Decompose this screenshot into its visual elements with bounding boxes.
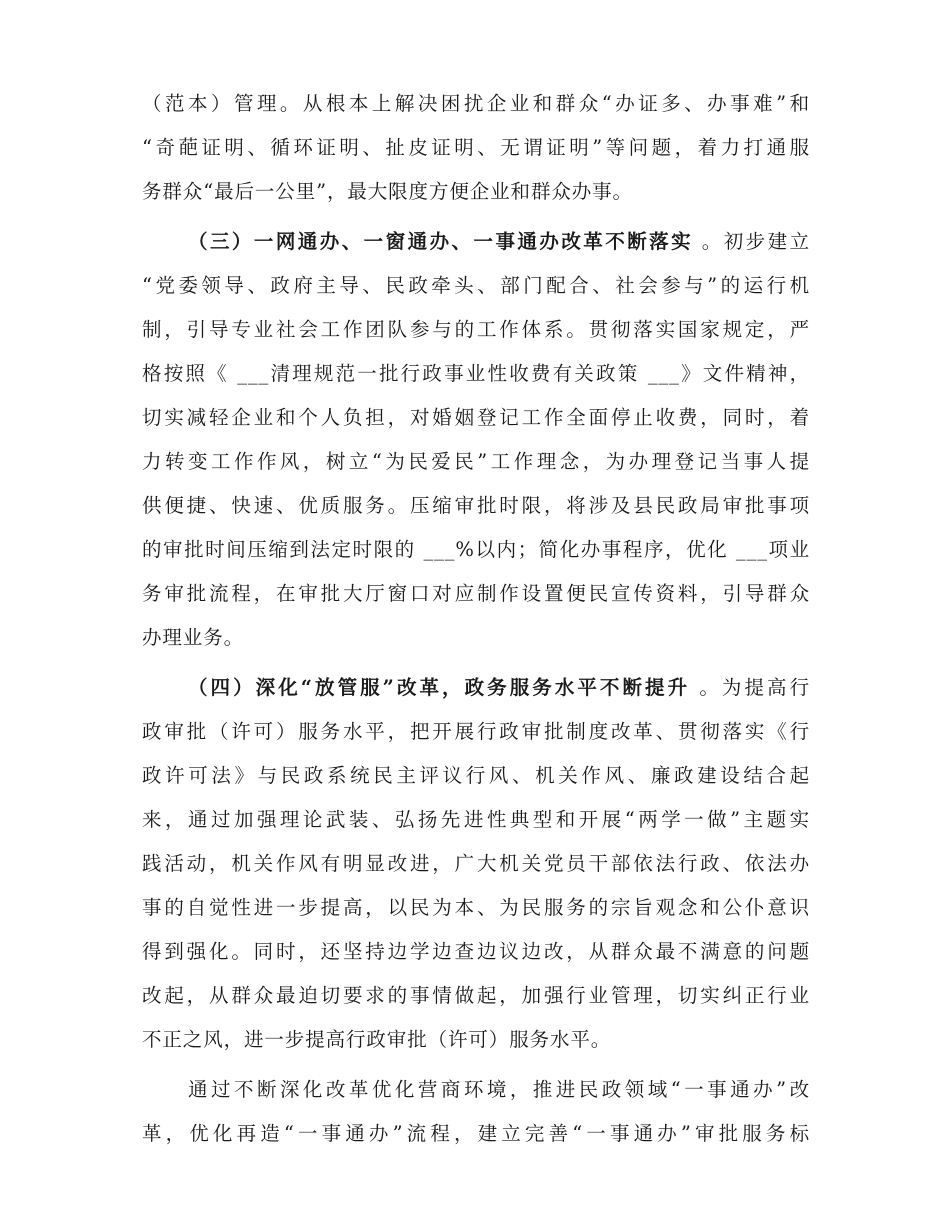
body-line: （范本）管理。从根本上解决困扰企业和群众“办证多、办事难”和 <box>142 92 810 115</box>
body-line: 格按照《 ___清理规范一批行政事业性收费有关政策 ___》文件精神， <box>142 362 810 385</box>
section-heading-4: （四）深化“放管服”改革，政务服务水平不断提升 <box>188 676 691 699</box>
body-line: “奇葩证明、循环证明、扯皮证明、无谓证明”等问题，着力打通服 <box>142 136 810 159</box>
body-line: 改起，从群众最迫切要求的事情做起，加强行业管理，切实纠正行业 <box>142 984 810 1007</box>
section-heading-3-rest: 。初步建立 <box>693 230 810 253</box>
body-line: 供便捷、快速、优质服务。压缩审批时限，将涉及县民政局审批事项 <box>142 494 810 517</box>
body-line: “党委领导、政府主导、民政牵头、部门配合、社会参与”的运行机 <box>142 274 810 297</box>
section-heading-3: （三）一网通办、一窗通办、一事通办改革不断落实 <box>188 230 694 253</box>
body-line: 切实减轻企业和个人负担，对婚姻登记工作全面停止收费，同时，着 <box>142 406 810 429</box>
body-line: 政许可法》与民政系统民主评议行风、机关作风、廉政建设结合起 <box>142 764 810 787</box>
document-page <box>142 82 810 1156</box>
body-line: 力转变工作作风，树立“为民爱民”工作理念，为办理登记当事人提 <box>142 450 810 473</box>
body-line: 践活动，机关作风有明显改进，广大机关党员干部依法行政、依法办 <box>142 852 810 875</box>
body-line: 办理业务。 <box>142 626 245 649</box>
body-line: 的审批时间压缩到法定时限的 ___%以内；简化办事程序，优化 ___项业 <box>142 538 810 561</box>
body-line: 务群众“最后一公里”，最大限度方便企业和群众办事。 <box>142 180 633 203</box>
body-line: 制，引导专业社会工作团队参与的工作体系。贯彻落实国家规定，严 <box>142 318 810 341</box>
paragraph-first-line: 通过不断深化改革优化营商环境，推进民政领域“一事通办”改 <box>188 1078 810 1101</box>
body-line: 革，优化再造“一事通办”流程，建立完善“一事通办”审批服务标 <box>142 1122 810 1145</box>
body-line: 得到强化。同时，还坚持边学边查边议边改，从群众最不满意的问题 <box>142 940 810 963</box>
body-line: 事的自觉性进一步提高，以民为本、为民服务的宗旨观念和公仆意识 <box>142 896 810 919</box>
body-line: 来，通过加强理论武装、弘扬先进性典型和开展“两学一做”主题实 <box>142 808 810 831</box>
body-line: 政审批（许可）服务水平，把开展行政审批制度改革、贯彻落实《行 <box>142 720 810 743</box>
section-heading-3-line <box>142 220 810 264</box>
body-line: 务审批流程，在审批大厅窗口对应制作设置便民宣传资料，引导群众 <box>142 582 810 605</box>
section-heading-4-rest: 。为提高行 <box>690 676 810 699</box>
body-line: 不正之风，进一步提高行政审批（许可）服务水平。 <box>142 1028 612 1051</box>
section-heading-4-line <box>142 666 810 710</box>
